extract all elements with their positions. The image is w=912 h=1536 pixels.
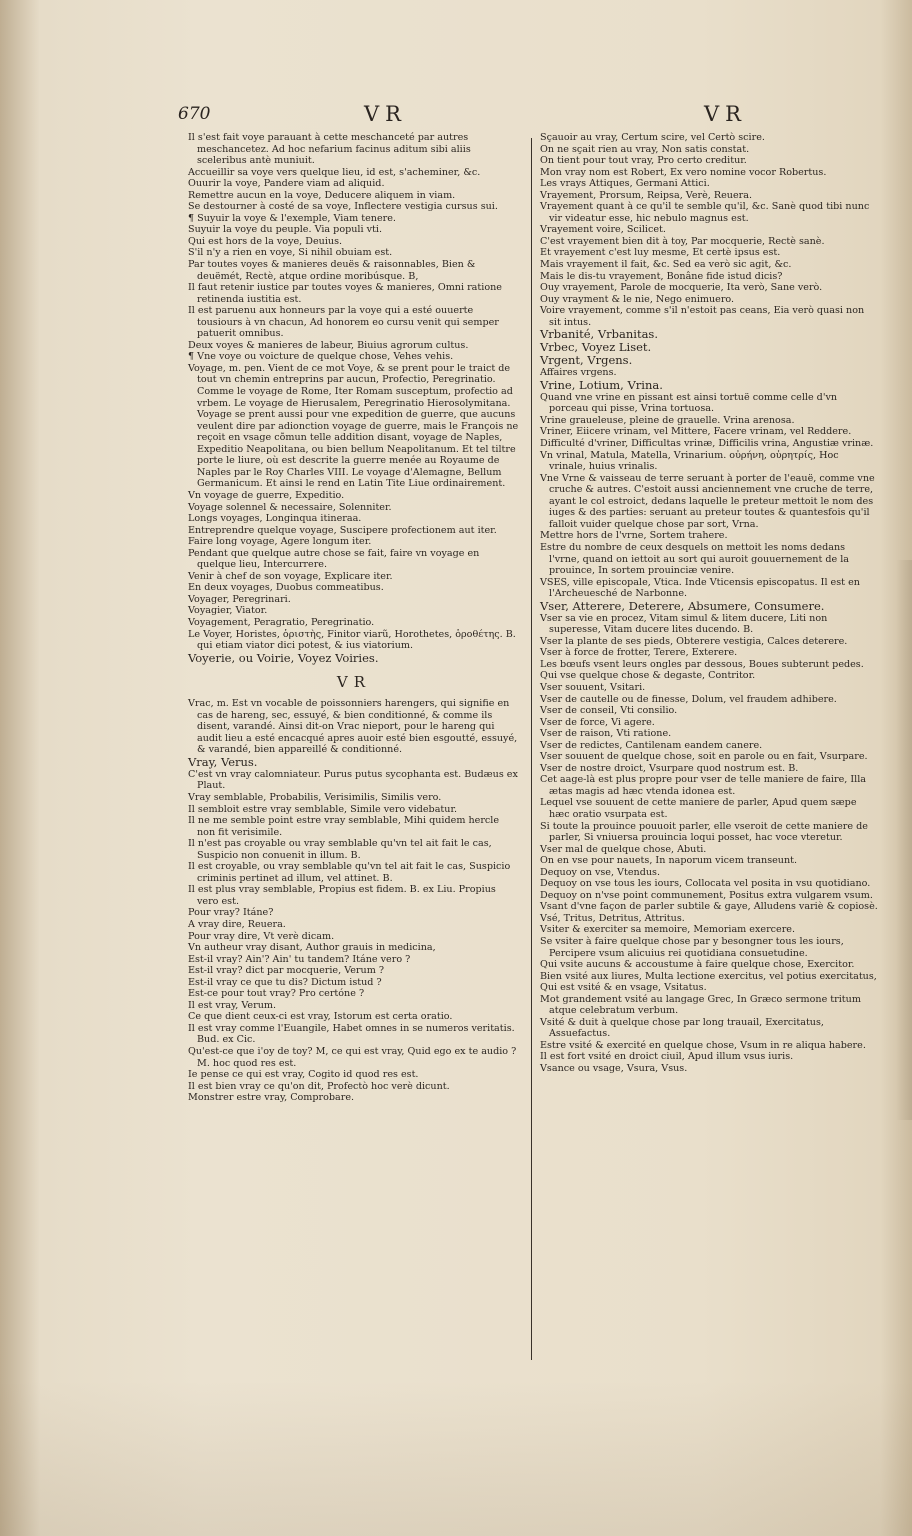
entry: Est-il vray? dict par mocquerie, Verum ? xyxy=(188,965,384,977)
entry: C'est vrayement bien dit à toy, Par mocquerie, Rectè sanè. xyxy=(540,235,825,247)
entry: Accueillir sa voye vers quelque lieu, id est, s'acheminer, &c. xyxy=(188,166,481,178)
entry: Et vrayement c'est luy mesme, Et certè ipsus est. xyxy=(540,247,781,259)
entry: Vsiter & exerciter sa memoire, Memoriam exercere. xyxy=(540,924,796,936)
entry: Voyager, Peregrinari. xyxy=(188,593,291,605)
entry: Dequoy on vse tous les iours, Collocata vel posita in vsu quotidiano. xyxy=(540,878,871,890)
entry: Se vsiter à faire quelque chose par y besongner tous les iours, Percipere vsum alicuius rei quotidiana consuetudine. xyxy=(540,936,844,959)
entry: Vrayement quant à ce qu'il te semble qu'il, &c. Sanè quod tibi nunc vir videatur esse, hic nebulo magnus est. xyxy=(540,201,870,224)
entry: Vrayement voire, Scilicet. xyxy=(540,224,666,236)
page-edge-shadow xyxy=(896,560,912,1120)
entry: Vser à force de frotter, Terere, Exterere. xyxy=(540,647,738,659)
entry: Il faut retenir iustice par toutes voyes & manieres, Omni ratione retinenda iustitia est. xyxy=(188,282,502,305)
entry: Vser de force, Vi agere. xyxy=(540,716,655,728)
entry: Pour vray dire, Vt verè dicam. xyxy=(188,930,335,942)
entry: Vray semblable, Probabilis, Verisimilis, Similis vero. xyxy=(188,791,442,803)
entry: Vser la plante de ses pieds, Obterere vestigia, Calces deterere. xyxy=(540,635,848,647)
entry: Qui est vsité & en vsage, Vsitatus. xyxy=(540,982,707,994)
entry: Suyuir la voye du peuple. Via populi vti. xyxy=(188,224,383,236)
entry: Vrac, m. Est vn vocable de poissonniers harengers, qui signifie en cas de hareng, sec, essuyé, & bien conditionné, & comme ils disent, varandé. Ainsi dit-on Vrac nieport, pour le hareng qui audit lieu a esté encacqué apres auoir esté bien esgoutté, essuyé, & varandé, bien appareillé & conditionné. xyxy=(188,698,518,756)
entry: Deux voyes & manieres de labeur, Biuius agrorum cultus. xyxy=(188,339,469,351)
entry: Le Voyer, Horistes, ὁριστὴς, Finitor viarũ, Horothetes, ὁροθέτης. B. qui etiam viator dici potest, & ius viatorium. xyxy=(188,628,516,652)
entry: Monstrer estre vray, Comprobare. xyxy=(188,1092,355,1104)
entry: Qui vsite aucuns & accoustume à faire quelque chose, Exercitor. xyxy=(540,959,855,971)
entry: ¶ Suyuir la voye & l'exemple, Viam tenere. xyxy=(188,212,396,224)
entry: Se destourner à costé de sa voye, Inflectere vestigia cursus sui. xyxy=(188,201,498,213)
entry: Vser de cautelle ou de finesse, Dolum, vel fraudem adhibere. xyxy=(540,693,837,705)
entry: Vsé, Tritus, Detritus, Attritus. xyxy=(540,912,685,924)
entry: Si toute la prouince pouuoit parler, elle vseroit de cette maniere de parler, Si vniuersa prouincia loqui posset, hac voce vteretur. xyxy=(540,820,868,844)
entry: On ne sçait rien au vray, Non satis constat. xyxy=(540,143,750,155)
left-column xyxy=(188,132,520,1104)
entry: Les vrays Attiques, Germani Attici. xyxy=(540,178,710,190)
entry: Ce que dient ceux-ci est vray, Istorum est certa oratio. xyxy=(188,1011,453,1023)
entry: Vn autheur vray disant, Author grauis in medicina, xyxy=(188,942,436,954)
entry: Estre vsité & exercité en quelque chose, Vsum in re aliqua habere. xyxy=(540,1039,866,1051)
entry: Vrayement, Prorsum, Reipsa, Verè, Reuera. xyxy=(540,189,752,201)
entry: Difficulté d'vriner, Difficultas vrinæ, Difficilis vrina, Angustiæ vrinæ. xyxy=(540,438,874,450)
entry: Quand vne vrine en pissant est ainsi tortuë comme celle d'vn porceau qui pisse, Vrina tortuosa. xyxy=(540,391,838,415)
entry: Qu'est-ce que i'oy de toy? M, ce qui est vray, Quid ego ex te audio ? M. hoc quod res est. xyxy=(188,1046,517,1069)
entry: Vsant d'vne façon de parler subtile & gaye, Alludens variè & copiosè. xyxy=(540,901,878,913)
entry: Vrine, Lotium, Vrina. xyxy=(540,377,663,392)
entry: Faire long voyage, Agere longum iter. xyxy=(188,536,372,548)
entry: Mettre hors de l'vrne, Sortem trahere. xyxy=(540,530,728,542)
entry: Il est croyable, ou vray semblable qu'vn tel ait fait le cas, Suspicio criminis pertinet ad illum, vel attinet. B. xyxy=(188,861,511,884)
entry: Vsité & duit à quelque chose par long trauail, Exercitatus, Assuefactus. xyxy=(540,1016,824,1040)
entry: En deux voyages, Duobus commeatibus. xyxy=(188,582,384,594)
entry: ¶ Vne voye ou voicture de quelque chose, Vehes vehis. xyxy=(188,351,454,363)
section-heading: VR xyxy=(336,672,372,691)
entry: Voyerie, ou Voirie, Voyez Voiries. xyxy=(188,650,379,665)
entry: Vser mal de quelque chose, Abuti. xyxy=(540,843,707,855)
entry: Il s'est fait voye parauant à cette meschanceté par autres meschancetez. Ad hoc nefarium facinus aditum sibi aliis sceleribus antè muniuit. xyxy=(188,132,471,167)
entry: VSES, ville episcopale, Vtica. Inde Vticensis episcopatus. Il est en l'Archeuesché de Narbonne. xyxy=(540,576,860,600)
entry: On en vse pour nauets, In naporum vicem transeunt. xyxy=(540,855,798,867)
right-running-head: VR xyxy=(704,102,747,126)
entry: Voyage, m. pen. Vient de ce mot Voye, & se prent pour le traict de tout vn chemin entreprins par aucun, Profectio, Peregrinatio. Comme le voyage de Rome, Iter Romam susceptum, profectio ad vrbem. Le voyage de Hierusalem, Peregrinatio Hierosolymitana. Voyage se prent aussi pour vne expedition de guerre, que aucuns veulent dire par adionction voyage de guerre, mais le François ne reçoit en vsage cõmun telle addition disant, voyage de Naples, Expeditio Neapolitana, ou bien bellum Neapolitanum. Et tel tiltre porte le liure, où est descrite la guerre menée au Royaume de Naples par le Roy Charles VIII. Le voyage d'Alemagne, Bellum Germanicum. Et ainsi le rend en Latin Tite Liue ordinairement. xyxy=(188,362,519,490)
entry: Voire vrayement, comme s'il n'estoit pas ceans, Eia verò quasi non sit intus. xyxy=(540,305,865,328)
entry: Vser sa vie en procez, Vitam simul & litem ducere, Liti non superesse, Vitam ducere lites ducendo. B. xyxy=(540,612,828,636)
entry: Dequoy on vse, Vtendus. xyxy=(540,866,660,878)
entry: Vn vrinal, Matula, Matella, Vrinarium. οὐρήνη, οὐρητρίς, Hoc vrinale, huius vrinalis. xyxy=(540,449,839,473)
entry: Est-il vray? Ain'? Ain' tu tandem? Itáne vero ? xyxy=(188,953,411,965)
left-running-head: VR xyxy=(364,102,407,126)
page-number: 670 xyxy=(178,104,211,124)
entry: Il est paruenu aux honneurs par la voye qui a esté ouuerte tousiours à vn chacun, Ad honorem eo cursu venit qui semper patuerit omnibus. xyxy=(188,305,499,340)
entry: Vne Vrne & vaisseau de terre seruant à porter de l'eauë, comme vne cruche & autres. C'estoit aussi anciennement vne cruche de terre, ayant le col estroict, dedans laquelle le preteur mettoit le nom des iuges & des parties: seruant au preteur toutes & quantesfois qu'il falloit vuider quelque chose par sort, Vrna. xyxy=(540,472,875,530)
entry: Il n'est pas croyable ou vray semblable qu'vn tel ait fait le cas, Suspicio non conuenit in illum. B. xyxy=(188,838,492,861)
column-divider xyxy=(531,138,532,1360)
entry: Ouurir la voye, Pandere viam ad aliquid. xyxy=(188,178,385,190)
entry: Bien vsité aux liures, Multa lectione exercitus, vel potius exercitatus, xyxy=(540,970,877,982)
entry: On tient pour tout vray, Pro certo creditur. xyxy=(540,155,747,167)
entry: Vser de raison, Vti ratione. xyxy=(540,728,672,740)
entry: Sçauoir au vray, Certum scire, vel Certò scire. xyxy=(540,132,765,143)
entry: Dequoy on n'vse point communement, Positus extra vulgarem vsum. xyxy=(540,889,873,901)
entry: Mais vrayement il fait, &c. Sed ea verò sic agit, &c. xyxy=(540,259,792,271)
entry: Vser, Atterere, Deterere, Absumere, Consumere. xyxy=(540,598,825,613)
entry: Vser souuent, Vsitari. xyxy=(540,681,646,693)
entry: Vrgent, Vrgens. xyxy=(540,353,633,368)
entry: C'est vn vray calomniateur. Purus putus sycophanta est. Budæus ex Plaut. xyxy=(188,768,518,792)
entry: Lequel vse souuent de cette maniere de parler, Apud quem sæpe hæc oratio vsurpata est. xyxy=(540,797,857,820)
entry: Il est vray comme l'Euangile, Habet omnes in se numeros veritatis. Bud. ex Cic. xyxy=(188,1022,515,1046)
entry: Il est plus vray semblable, Propius est fidem. B. ex Liu. Propius vero est. xyxy=(188,884,496,907)
entry: Ouy vrayement, Parole de mocquerie, Ita verò, Sane verò. xyxy=(540,282,823,294)
entry: Voyagement, Peragratio, Peregrinatio. xyxy=(188,616,375,628)
entry: Estre du nombre de ceux desquels on mettoit les noms dedans l'vrne, quand on iettoit au sort qui auroit gouuernement de la prouince, In sortem prouinciæ venire. xyxy=(540,541,850,577)
entry: Ie pense ce qui est vray, Cogito id quod res est. xyxy=(188,1069,419,1081)
entry: Vriner, Eiicere vrinam, vel Mittere, Facere vrinam, vel Reddere. xyxy=(540,426,852,438)
entry: Pour vray? Itáne? xyxy=(188,907,274,919)
entry: A vray dire, Reuera. xyxy=(188,919,286,930)
entry: Affaires vrgens. xyxy=(540,367,617,379)
entry: S'il n'y a rien en voye, Si nihil obuiam est. xyxy=(188,247,393,259)
entry: Vrbec, Voyez Liset. xyxy=(540,340,652,355)
paper-stain xyxy=(0,1380,912,1536)
entry: Vser de nostre droict, Vsurpare quod nostrum est. B. xyxy=(540,762,799,774)
entry: Il est vray, Verum. xyxy=(188,999,277,1011)
entry: Il sembloit estre vray semblable, Simile vero videbatur. xyxy=(188,803,458,815)
entry: Qui vse quelque chose & degaste, Contritor. xyxy=(540,670,756,682)
entry: Vray, Verus. xyxy=(188,754,258,769)
entry: Vser souuent de quelque chose, soit en parole ou en fait, Vsurpare. xyxy=(540,751,868,763)
entry: Vsance ou vsage, Vsura, Vsus. xyxy=(540,1063,688,1075)
entry: Mon vray nom est Robert, Ex vero nomine vocor Robertus. xyxy=(540,166,827,178)
entry: Entreprendre quelque voyage, Suscipere profectionem aut iter. xyxy=(188,524,497,536)
entry: Voyagier, Viator. xyxy=(188,605,268,617)
entry: Il est fort vsité en droict ciuil, Apud illum vsus iuris. xyxy=(540,1051,794,1063)
entry: Mais le dis-tu vrayement, Bonâne fide istud dicis? xyxy=(540,270,783,282)
entry: Voyage solennel & necessaire, Solenniter. xyxy=(188,501,392,513)
entry: Pendant que quelque autre chose se fait, faire vn voyage en quelque lieu, Intercurrere. xyxy=(188,547,480,571)
entry: Mot grandement vsité au langage Grec, In Græco sermone tritum atque celebratum verbum. xyxy=(540,993,861,1017)
entry: Vrine graueleuse, pleine de grauelle. Vrina arenosa. xyxy=(540,414,795,426)
entry: Il ne me semble point estre vray semblable, Mihi quidem hercle non fit verisimile. xyxy=(188,815,500,838)
right-column xyxy=(540,132,878,1075)
entry: Il est bien vray ce qu'on dit, Profectò hoc verè dicunt. xyxy=(188,1080,450,1092)
entry: Vn voyage de guerre, Expeditio. xyxy=(188,489,345,501)
entry: Vser de conseil, Vti consilio. xyxy=(540,705,678,717)
entry: Ouy vrayment & le nie, Nego enimuero. xyxy=(540,293,735,305)
entry: Est-il vray ce que tu dis? Dictum istud ? xyxy=(188,976,382,988)
entry: Remettre aucun en la voye, Deducere aliquem in viam. xyxy=(188,189,456,201)
entry: Longs voyages, Longinqua itineraa. xyxy=(188,513,362,525)
entry: Vrbanité, Vrbanitas. xyxy=(540,327,658,342)
entry: Qui est hors de la voye, Deuius. xyxy=(188,235,343,247)
entry: Est-ce pour tout vray? Pro certóne ? xyxy=(188,988,365,1000)
entry: Cet aage-là est plus propre pour vser de telle maniere de faire, Illa ætas magis ad hæc vtenda idonea est. xyxy=(540,774,867,797)
entry: Venir à chef de son voyage, Explicare iter. xyxy=(188,570,393,582)
entry: Par toutes voyes & manieres deuës & raisonnables, Bien & deuëmét, Rectè, atque ordine moribúsque. B, xyxy=(188,259,476,282)
entry: Les bœufs vsent leurs ongles par dessous, Boues subterunt pedes. xyxy=(540,658,864,670)
entry: Vser de redictes, Cantilenam eandem canere. xyxy=(540,739,763,751)
